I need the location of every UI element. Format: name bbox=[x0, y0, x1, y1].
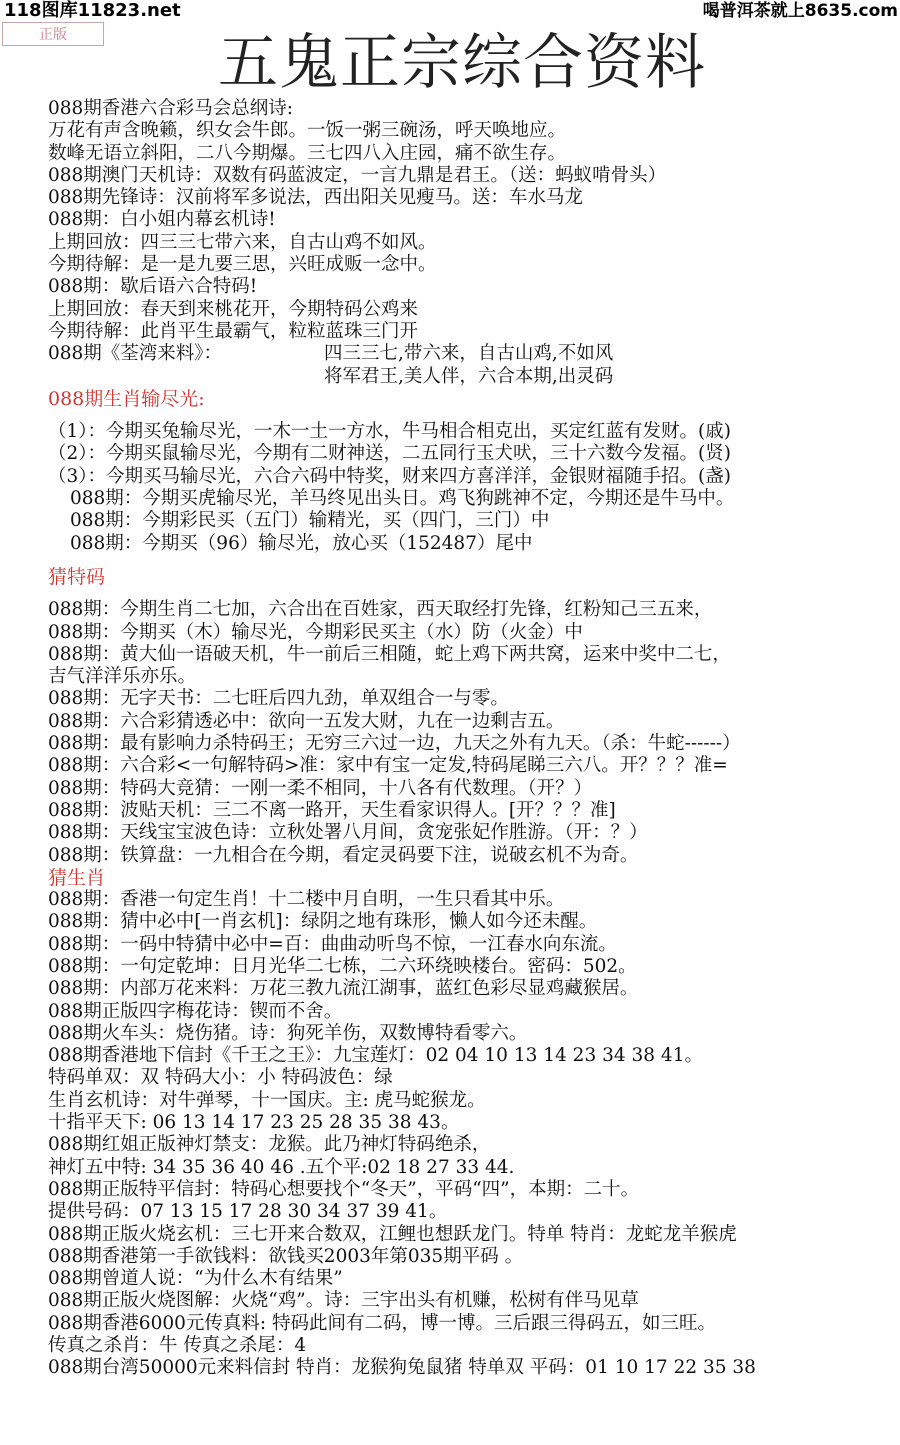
section-heading: 猜生肖 bbox=[48, 866, 106, 889]
text-line: 088期正版特平信封：特码心想要找个“冬天”，平码“四”，本期：二十。 bbox=[48, 1178, 640, 1200]
text-line: 088期：无字天书：二七旺后四九劲，单双组合一与零。 bbox=[48, 688, 509, 710]
page-title: 五鬼正宗综合资料 bbox=[218, 28, 706, 98]
text-line: 088期：波贴天机：三二不离一路开，天生看家识得人。[开？？？准] bbox=[48, 799, 616, 821]
text-line: 088期正版四字梅花诗：锲而不舍。 bbox=[48, 1000, 343, 1022]
text-line: 088期澳门天机诗：双数有码蓝波定，一言九鼎是君王。（送：蚂蚁啃骨头） bbox=[48, 164, 667, 186]
text-line: 088期：内部万花来料：万花三教九流江湖事，蓝红色彩尽显鸡藏猴居。 bbox=[48, 978, 639, 1000]
text-line: 088期：歇后语六合特码! bbox=[48, 276, 258, 298]
text-line: 万花有声含晚籁，织女会牛郎。一饭一粥三碗汤，呼天唤地应。 bbox=[48, 120, 567, 142]
text-line: （3）：今期买马输尽光，六合六码中特奖，财来四方喜洋洋，金银财福随手招。(盏) bbox=[48, 465, 731, 487]
text-line: 088期：今期彩民买（五门）输精光，买（四门，三门）中 bbox=[70, 510, 550, 532]
text-line: 生肖玄机诗：对牛弹琴，十一国庆。主: 虎马蛇猴龙。 bbox=[48, 1089, 486, 1111]
spacer bbox=[48, 410, 900, 421]
text-line: 088期：一句定乾坤：日月光华二七栋，二六环绕映楼台。密码：502。 bbox=[48, 955, 637, 977]
text-line: 数峰无语立斜阳，二八今期爆。三七四八入庄园，痛不欲生存。 bbox=[48, 142, 567, 164]
text-line: 088期香港6000元传真料: 特码此间有二码，博一博。三后跟三得码五，如三旺。 bbox=[48, 1312, 717, 1334]
text-line: 088期：最有影响力杀特码王；无穷三六过一边，九天之外有九天。（杀：牛蛇------） bbox=[48, 733, 741, 755]
text-line: 088期红姐正版神灯禁支：龙猴。此乃神灯特码绝杀， bbox=[48, 1134, 491, 1156]
text-line: 088期：今期买（木）输尽光，今期彩民买主（水）防（火金）中 bbox=[48, 621, 583, 643]
text-line: 今期待解：此肖平生最霸气，粒粒蓝珠三门开 bbox=[48, 320, 419, 342]
text-line: 088期：天线宝宝波色诗：立秋处署八月间，贪宠张妃作胜游。（开：？） bbox=[48, 822, 648, 844]
text-line: 088期正版火烧图解：火烧“鸡”。诗：三宇出头有机赚，松树有伴马见草 bbox=[48, 1290, 639, 1312]
text-line: 特码单双：双 特码大小：小 特码波色：绿 bbox=[48, 1067, 393, 1089]
text-line: 吉气洋洋乐亦乐。 bbox=[48, 666, 197, 688]
text-line: 088期：今期生肖二七加，六合出在百姓家，西天取经打先锋，红粉知己三五来， bbox=[48, 599, 713, 621]
text-line: 088期香港第一手欲钱料：欲钱买2003年第035期平码 。 bbox=[48, 1245, 524, 1267]
text-line: 传真之杀肖：牛 传真之杀尾：4 bbox=[48, 1335, 307, 1357]
section-heading: 088期生肖输尽光: bbox=[48, 387, 205, 410]
spacer bbox=[48, 555, 900, 566]
text-line: 088期：今期买（96）输尽光，放心买（152487）尾中 bbox=[70, 532, 533, 554]
text-line: 088期台湾50000元来料信封 特肖：龙猴狗兔鼠猪 特单双 平码：01 10 17 22 35 38 bbox=[48, 1357, 756, 1379]
text-line: 088期：六合彩<一句解特码>准：家中有宝一定发,特码尾睇三六八。开？？？准= bbox=[48, 755, 728, 777]
text-line: （2）：今期买鼠输尽光，今期有二财神送，二五同行玉犬吠，三十六数今发福。(贤) bbox=[48, 443, 731, 465]
text-line bbox=[48, 343, 900, 365]
text-line: 088期：一码中特猜中必中=百：曲曲动听鸟不惊，一江春水向东流。 bbox=[48, 933, 617, 955]
watermark-right: 喝普洱茶就上8635.com bbox=[702, 1, 898, 21]
text-line: 上期回放：春天到来桃花开，今期特码公鸡来 bbox=[48, 298, 419, 320]
text-line: 将军君王,美人伴，六合本期,出灵码 bbox=[324, 365, 614, 387]
text-line: 088期：黄大仙一语破天机，牛一前后三相随，蛇上鸡下两共窝，运来中奖中二七， bbox=[48, 643, 731, 665]
text-line: 088期先锋诗：汉前将军多说法，西出阳关见瘦马。送：车水马龙 bbox=[48, 187, 583, 209]
text-line: 088期：香港一句定生肖！十二楼中月自明，一生只看其中乐。 bbox=[48, 889, 565, 911]
text-line: 提供号码：07 13 15 17 28 30 34 37 39 41。 bbox=[48, 1201, 448, 1223]
text-line: 088期：猜中必中[一肖玄机]：绿阴之地有珠形，懒人如今还未醒。 bbox=[48, 911, 598, 933]
text-line: 十指平天下: 06 13 14 17 23 25 28 35 38 43。 bbox=[48, 1112, 460, 1134]
text-line: 088期：白小姐内幕玄机诗! bbox=[48, 209, 276, 231]
genuine-stamp: 正版 bbox=[2, 22, 104, 46]
text-line: 088期正版火烧玄机：三七开来合数双，江鲤也想跃龙门。特单 特肖：龙蛇龙羊猴虎 bbox=[48, 1223, 737, 1245]
text-line: 088期香港地下信封《千王之王》：九宝莲灯：02 04 10 13 14 23 34 38 41。 bbox=[48, 1045, 703, 1067]
text-line: （1）：今期买兔输尽光，一木一土一方水，牛马相合相克出，买定红蓝有发财。(戚) bbox=[48, 421, 731, 443]
text-line: 今期待解：是一是九要三思，兴旺成贩一念中。 bbox=[48, 254, 437, 276]
text-line-right: 四三三七,带六来，自古山鸡,不如风 bbox=[324, 343, 614, 365]
text-line: 088期：特码大竞猜：一刚一柔不相同，十八各有代数理。（开？） bbox=[48, 777, 593, 799]
text-line: 上期回放：四三三七带六来，自古山鸡不如风。 bbox=[48, 231, 437, 253]
text-line: 088期：六合彩猜透必中：欲向一五发大财，九在一边剩吉五。 bbox=[48, 710, 565, 732]
watermark-left: 118图库11823.net bbox=[4, 0, 181, 21]
text-line: 088期：铁算盘：一九相合在今期，看定灵码要下注，说破玄机不为奇。 bbox=[48, 844, 639, 866]
text-line: 088期火车头：烧伤猪。诗：狗死羊伤，双数博特看零六。 bbox=[48, 1022, 528, 1044]
document-body bbox=[48, 98, 900, 1380]
text-line: 神灯五中特: 34 35 36 40 46 .五个平:02 18 27 33 44. bbox=[48, 1156, 515, 1178]
text-line: 088期曾道人说：“为什么木有结果” bbox=[48, 1268, 343, 1290]
section-heading: 猜特码 bbox=[48, 565, 106, 588]
text-line: 088期香港六合彩马会总纲诗: bbox=[48, 98, 294, 119]
text-line: 088期：今期买虎输尽光，羊马终见出头日。鸡飞狗跳神不定，今期还是牛马中。 bbox=[70, 488, 735, 510]
text-line-left: 088期《荃湾来料》： bbox=[48, 343, 223, 365]
spacer bbox=[48, 588, 900, 599]
